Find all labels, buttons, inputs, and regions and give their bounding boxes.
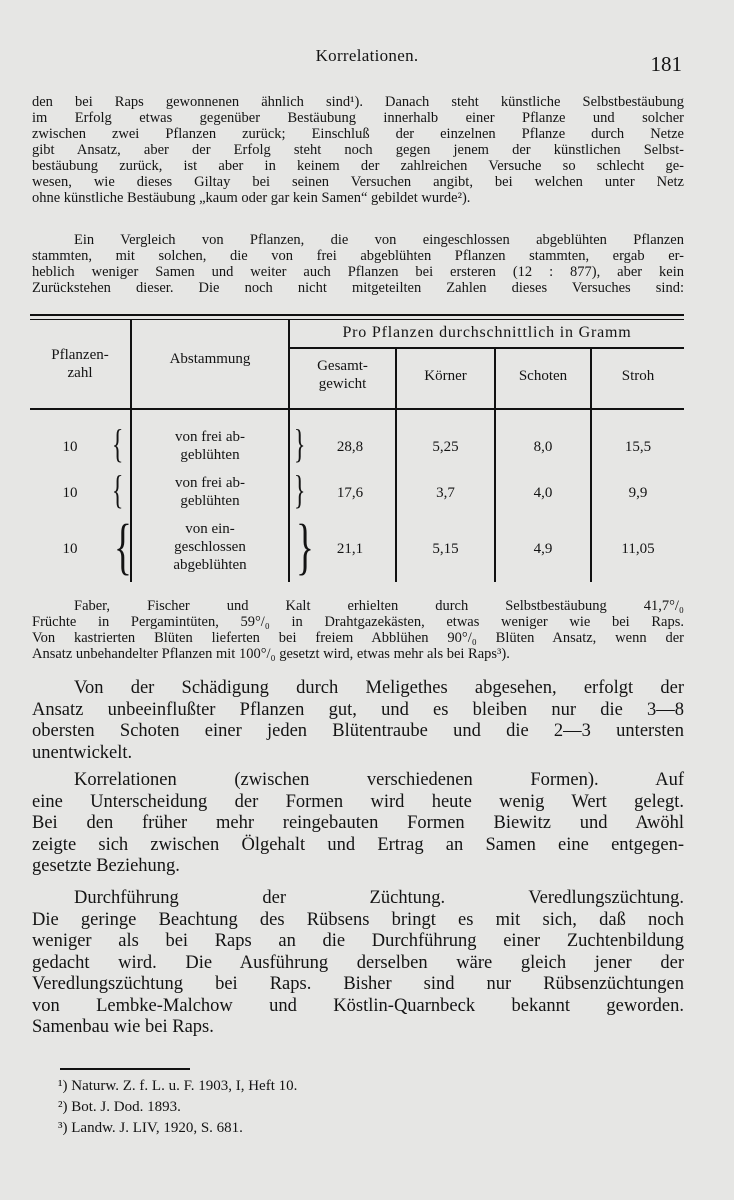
column-header-grain: Körner: [424, 368, 467, 384]
footnote-rule: [60, 1068, 190, 1070]
text-line: Bei den früher mehr reingebauten Formen Biewitz und Awöhl: [32, 813, 684, 833]
text-line: ohne künstliche Bestäubung „kaum oder gar kein Samen“ gebildet wurde²).: [32, 190, 471, 206]
text-line: zeigte sich zwischen Ölgehalt und Ertrag an Samen eine entgegen-: [32, 834, 684, 855]
group-header: Pro Pflanzen durchschnittlich in Gramm: [342, 324, 632, 341]
column-header-pods: Schoten: [518, 368, 568, 384]
brace-right: }: [293, 421, 306, 466]
text-line: Faber, Fischer und Kalt erhielten durch Selbstbestäubung 41,7°/₀: [74, 598, 684, 614]
text-line: Ansatz unbehandelter Pflanzen mit 100°/₀ gesetzt wird, etwas mehr als bei Raps³).: [32, 646, 510, 662]
brace-left: {: [111, 467, 124, 512]
text-line: Ansatz unbeeinflußter Pflanzen gut, und es bleiben nur die 3—8: [32, 699, 684, 720]
text-line: zwischen zwei Pflanzen zurück; Einschluß der einzelnen Pflanze durch Netze: [32, 126, 684, 142]
text-line: Von der Schädigung durch Meligethes abgesehen, erfolgt der: [74, 678, 684, 698]
table-top-rule-thin: [30, 319, 684, 320]
text-line: Früchte in Pergamintüten, 59°/₀ in Drahtgazekästen, etwas weniger wie bei Raps.: [32, 614, 684, 630]
column-header-straw: Stroh: [621, 368, 655, 384]
column-divider: [288, 410, 290, 582]
cell-count: 10: [62, 485, 78, 501]
text-line: stammten, mit solchen, die von frei abgeblühten Pflanzen stammten, ergab er-: [32, 248, 684, 264]
text-line: obersten Schoten einer jeden Blütentraube und die 2—3 untersten: [32, 721, 684, 741]
cell-total: 17,6: [336, 485, 364, 501]
text-line: gibt Ansatz, aber der Erfolg steht noch gegen jenem der künstlichen Selbst-: [32, 142, 684, 158]
running-title: Korrelationen.: [315, 46, 419, 65]
text-line: von Lembke-Malchow und Köstlin-Quarnbeck bekannt geworden.: [32, 995, 684, 1016]
cell-pods: 8,0: [533, 439, 553, 455]
cell-count: 10: [62, 541, 78, 557]
cell-straw: 11,05: [621, 541, 655, 557]
cell-total: 21,1: [336, 541, 364, 557]
footnote: ²) Bot. J. Dod. 1893.: [58, 1099, 181, 1115]
text-line: gedacht wird. Die Ausführung derselben wäre gleich jener der: [32, 952, 684, 973]
footnote: ³) Landw. J. LIV, 1920, S. 681.: [58, 1120, 243, 1136]
brace-left: {: [113, 513, 132, 581]
cell-pods: 4,0: [533, 485, 553, 501]
text-line: wesen, wie dieses Giltay bei seinen Versuchen angibt, bei welchen unter Netz: [32, 174, 684, 190]
text-line: Zurückstehen dieser. Die noch nicht mitgeteilten Zahlen dieses Versuches sind:: [32, 280, 684, 296]
paragraph-comparison: [32, 232, 684, 296]
text-line: weniger als bei Raps an die Durchführung einer Zuchtenbildung: [32, 931, 684, 951]
text-line: Durchführung der Züchtung. Veredlungszüchtung.: [74, 888, 684, 908]
text-line: im Erfolg etwas gegenüber Bestäubung innerhalb einer Pflanze und solcher: [32, 110, 684, 126]
text-line: Samenbau wie bei Raps.: [32, 1017, 214, 1037]
cell-straw: 15,5: [624, 439, 652, 455]
footnote: ¹) Naturw. Z. f. L. u. F. 1903, I, Heft 10.: [58, 1078, 298, 1094]
cell-total: 28,8: [336, 439, 364, 455]
cell-straw: 9,9: [628, 485, 648, 501]
cell-origin: von ein- geschlossen abgeblühten: [173, 521, 247, 573]
text-line: eine Unterscheidung der Formen wird heute wenig Wert gelegt.: [32, 791, 684, 812]
brace-right: }: [293, 467, 306, 512]
column-header-origin: Abstammung: [169, 351, 251, 367]
text-line: Veredlungszüchtung bei Raps. Bisher sind nur Rübsenzüchtungen: [32, 974, 684, 994]
table-top-rule: [30, 314, 684, 316]
brace-right: }: [295, 513, 314, 581]
cell-grain: 5,15: [432, 541, 459, 557]
text-line: Korrelationen (zwischen verschiedenen Formen). Auf: [74, 770, 684, 790]
text-line: Von kastrierten Blüten lieferten bei freiem Abblühen 90°/₀ Blüten Ansatz, wenn der: [32, 630, 684, 646]
cell-grain: 5,25: [432, 439, 459, 455]
cell-count: 10: [62, 439, 78, 455]
paragraph-intro: [32, 94, 684, 206]
brace-left: {: [111, 421, 124, 466]
paragraph-meligethes: [32, 678, 684, 764]
column-header-count: Pflanzen- zahl: [51, 347, 109, 381]
table-header-rule: [30, 408, 684, 410]
group-header-rule: [290, 347, 684, 349]
text-line: unentwickelt.: [32, 742, 133, 763]
text-line: heblich weniger Samen und weiter auch Pflanzen bei ersteren (12 : 877), aber kein: [32, 264, 684, 280]
paragraph-faber: [32, 598, 684, 662]
column-header-total: Gesamt- gewicht: [317, 358, 368, 392]
cell-grain: 3,7: [436, 485, 455, 501]
paragraph-korrelationen: [32, 770, 684, 878]
page-number: 181: [650, 52, 682, 76]
text-line: den bei Raps gewonnenen ähnlich sind¹). Danach steht künstliche Selbstbestäubung: [32, 94, 684, 110]
paragraph-zuechtung: [32, 888, 684, 1039]
text-line: Ein Vergleich von Pflanzen, die von eingeschlossen abgeblühten Pflanzen: [74, 232, 684, 248]
cell-pods: 4,9: [533, 541, 553, 557]
text-line: gesetzte Beziehung.: [32, 856, 180, 876]
cell-origin: von frei ab- geblühten: [175, 429, 245, 463]
text-line: bestäubung zurück, ist aber in keinem der zahlreichen Versuche so schlecht ge-: [32, 158, 684, 174]
cell-origin: von frei ab- geblühten: [175, 475, 245, 509]
text-line: Die geringe Beachtung des Rübsens bringt es mit sich, daß noch: [32, 909, 684, 930]
